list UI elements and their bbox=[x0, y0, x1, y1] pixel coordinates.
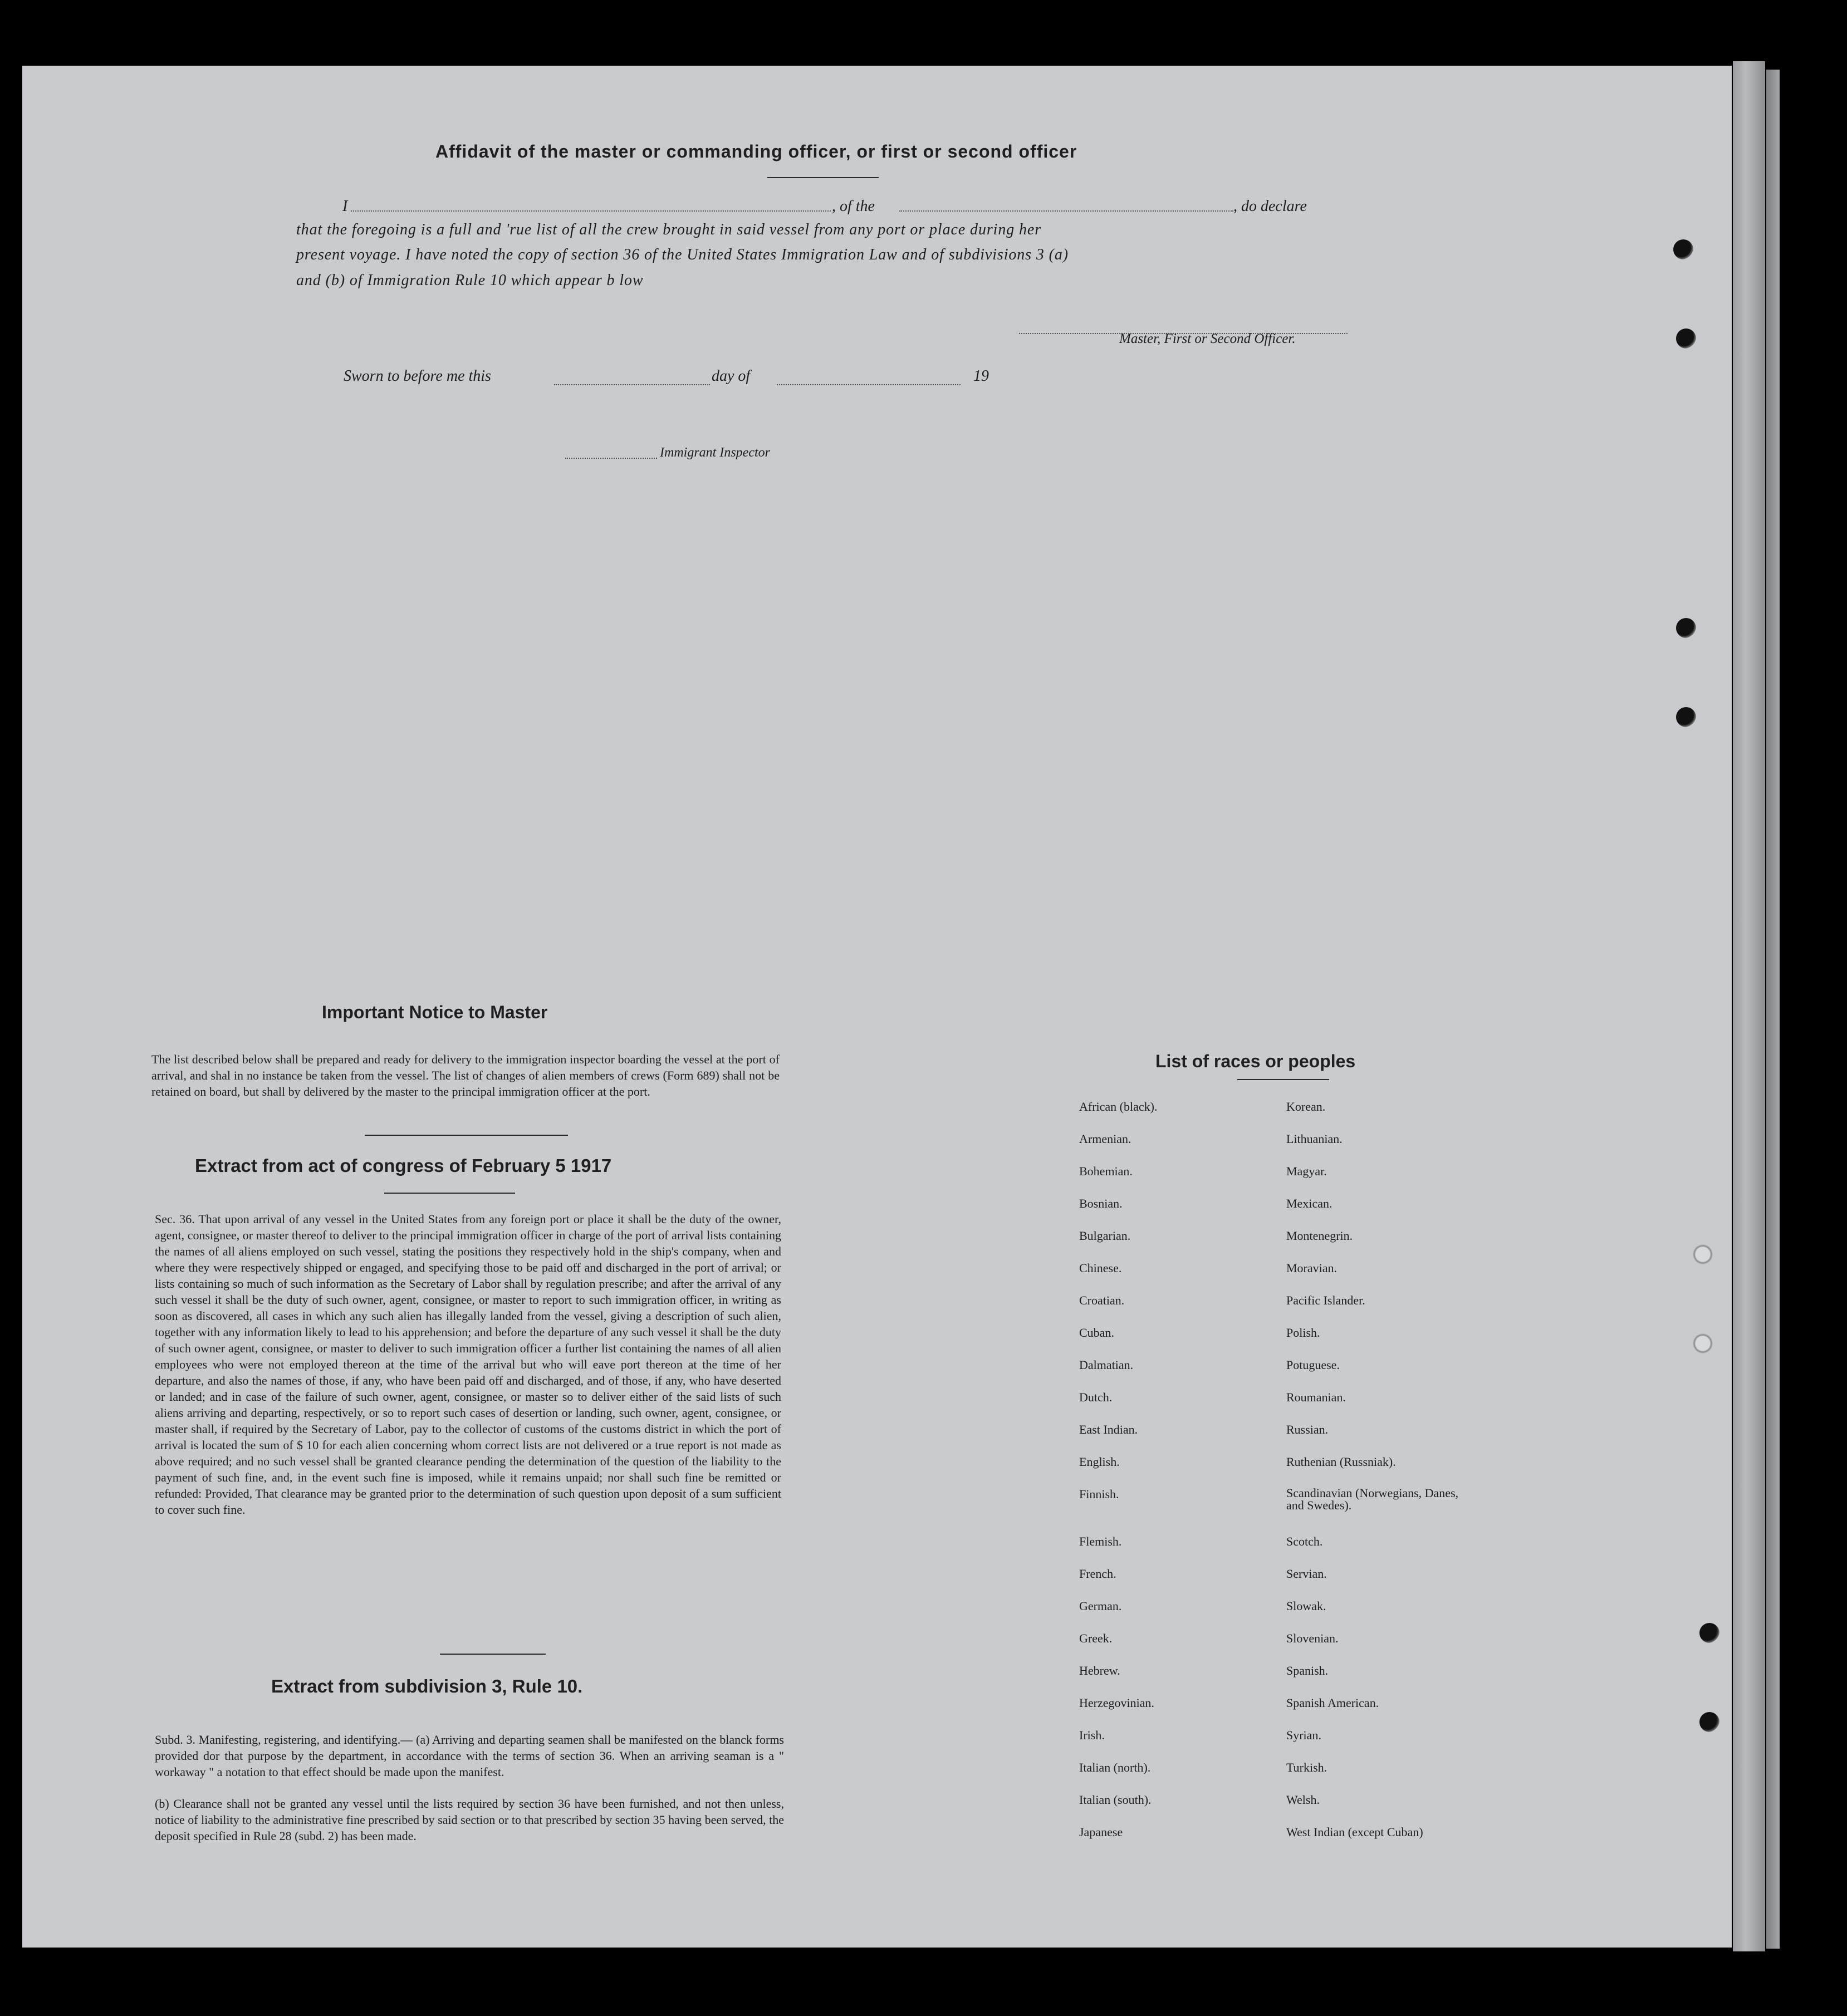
affidavit-declare: , do declare bbox=[1233, 198, 1307, 215]
inspector-blank bbox=[565, 458, 657, 459]
title-underline bbox=[767, 177, 879, 178]
extract-act-text: Sec. 36. That upon arrival of any vessel in the United States from any foreign port or place it shall be the duty of the owner, agent, consignee, or master thereof to deliver to the principal immigration officer in charge of the port of arrival lists containing the names of all aliens employed on such vessel, stating the positions they respectively hold in the ship's company, when and where they were respectively shipped or engaged, and specifying those to be paid off and discharged in the port of arrival; or lists containing so much of such information as the Secretary of Labor shall by regulation prescribe; and after the arrival of any such vessel it shall be the duty of such owner, agent, consignee, or master to report to such immigration officer, in writing as soon as discovered, all cases in which any such alien has illegally landed from the vessel, giving a description of such alien, together with any information likely to lead to his apprehension; and before the departure of any such vessel it shall be the duty of such owner agent, consignee, or master to deliver to such immigration officer a further list containing the names of all alien employees who were not employed thereon at the time of the arrival but who will eave port thereon at the time of her departure, and also the names of those, if any, who have been paid off and discharged, and of those, if any, who have deserted or landed; and in case of the failure of such owner, agent, consignee, or master so to deliver either of the said lists of such aliens arriving and departing, respectively, or so to report such cases of desertion or landing, such owner, agent, consignee, or master shall, if required by the Secretary of Labor, pay to the collector of customs of the customs district in which the port of arrival is located the sum of $ 10 for each alien concerning whom correct lists are not delivered or a true report is not made as above required; and no such vessel shall be granted clearance pending the determination of the question of the liability to the payment of such fine, and, in the event such fine is imposed, while it remains unpaid; nor shall such fine be remitted or refunded: Provided, That clearance may be granted prior to the determination of such question upon deposit of a sum sufficient to cover such fine. bbox=[155, 1212, 781, 1517]
race-item: English. bbox=[1079, 1455, 1120, 1469]
race-item: Irish. bbox=[1079, 1728, 1105, 1742]
race-item: Italian (north). bbox=[1079, 1760, 1151, 1774]
races-title: List of races or peoples bbox=[1155, 1051, 1356, 1071]
race-item: Slovenian. bbox=[1286, 1631, 1339, 1645]
race-item: Slowak. bbox=[1286, 1599, 1326, 1613]
race-item: Roumanian. bbox=[1286, 1390, 1346, 1404]
punch-hole-icon bbox=[1676, 328, 1696, 349]
inspector-label: Immigrant Inspector bbox=[660, 445, 770, 460]
race-item: Potuguese. bbox=[1286, 1358, 1340, 1372]
punch-hole-icon bbox=[1693, 1333, 1713, 1353]
notice-text: The list described below shall be prepared and ready for delivery to the immigration inspector boarding the vessel at the port of arrival, and shal in no instance be taken from the vessel. The list of changes of alien members of crews (Form 689) shall not be retained on board, but shall by delivered by the master to the principal immigration officer at the port. bbox=[151, 1052, 780, 1098]
race-item: Spanish American. bbox=[1286, 1696, 1379, 1710]
vessel-blank bbox=[899, 210, 1233, 212]
race-item: French. bbox=[1079, 1567, 1116, 1581]
race-item: Greek. bbox=[1079, 1631, 1113, 1645]
signature-label: Master, First or Second Officer. bbox=[1119, 331, 1296, 346]
race-item: Armenian. bbox=[1079, 1132, 1131, 1146]
race-item: East Indian. bbox=[1079, 1423, 1138, 1436]
race-item: Croatian. bbox=[1079, 1293, 1125, 1307]
punch-hole-icon bbox=[1699, 1623, 1719, 1643]
race-item: Bulgarian. bbox=[1079, 1229, 1131, 1243]
affidavit-title: Affidavit of the master or commanding officer, or first or second officer bbox=[435, 141, 1077, 161]
race-item: West Indian (except Cuban) bbox=[1286, 1825, 1423, 1839]
race-item: Bosnian. bbox=[1079, 1196, 1123, 1210]
punch-hole-icon bbox=[1673, 239, 1693, 259]
race-item: Magyar. bbox=[1286, 1164, 1327, 1178]
race-item: Spanish. bbox=[1286, 1664, 1329, 1677]
race-item: Chinese. bbox=[1079, 1261, 1122, 1275]
race-item: Syrian. bbox=[1286, 1728, 1321, 1742]
race-item: Russian. bbox=[1286, 1423, 1329, 1436]
races-underline bbox=[1237, 1079, 1329, 1080]
punch-hole-icon bbox=[1676, 618, 1696, 638]
race-item: African (black). bbox=[1079, 1100, 1158, 1114]
race-item: Polish. bbox=[1286, 1326, 1320, 1340]
race-item: Hebrew. bbox=[1079, 1664, 1120, 1677]
race-item: Cuban. bbox=[1079, 1326, 1114, 1340]
punch-hole-icon bbox=[1676, 707, 1696, 727]
notice-title: Important Notice to Master bbox=[322, 1002, 548, 1022]
notice-divider bbox=[365, 1135, 568, 1136]
sworn-day-of: day of bbox=[712, 367, 751, 385]
page-edge-back bbox=[1766, 70, 1780, 1949]
race-item: Welsh. bbox=[1286, 1793, 1320, 1807]
affidavit-i: I bbox=[342, 198, 348, 215]
race-item: Ruthenian (Russniak). bbox=[1286, 1455, 1396, 1469]
extract-act-divider bbox=[440, 1654, 546, 1655]
race-item: Pacific Islander. bbox=[1286, 1293, 1365, 1307]
sworn-year: 19 bbox=[973, 367, 989, 385]
punch-hole-icon bbox=[1699, 1712, 1719, 1732]
name-blank bbox=[351, 210, 831, 212]
extract-act-underline bbox=[384, 1193, 515, 1194]
race-item: Mexican. bbox=[1286, 1196, 1332, 1210]
sworn-text: Sworn to before me this bbox=[344, 367, 491, 385]
race-item: Lithuanian. bbox=[1286, 1132, 1343, 1146]
race-item: Scandinavian (Norwegians, Danes, and Swedes). bbox=[1286, 1486, 1459, 1512]
affidavit-line-3: present voyage. I have noted the copy of section 36 of the United States Immigration Law and of subdivisions 3 (a) bbox=[296, 246, 1069, 263]
day-blank bbox=[554, 384, 710, 385]
race-item: Montenegrin. bbox=[1286, 1229, 1353, 1243]
punch-hole-icon bbox=[1693, 1244, 1713, 1264]
affidavit-line-4: and (b) of Immigration Rule 10 which appear b low bbox=[296, 272, 644, 289]
affidavit-line-2: that the foregoing is a full and 'rue list of all the crew brought in said vessel from any port or place during her bbox=[296, 221, 1042, 238]
extract-rule-text-b: (b) Clearance shall not be granted any vessel until the lists required by section 36 have been furnished, and not then unless, notice of liability to the administrative fine prescribed by said section or to that prescribed by section 35 having been served, the deposit specified in Rule 28 (subd. 2) has been made. bbox=[155, 1797, 784, 1843]
race-item: Japanese bbox=[1079, 1825, 1123, 1839]
extract-rule-title: Extract from subdivision 3, Rule 10. bbox=[271, 1676, 583, 1696]
race-item: Finnish. bbox=[1079, 1487, 1119, 1501]
race-item: Dutch. bbox=[1079, 1390, 1113, 1404]
race-item: Korean. bbox=[1286, 1100, 1326, 1114]
month-blank bbox=[777, 384, 961, 385]
extract-rule-text-a: Subd. 3. Manifesting, registering, and identifying.— (a) Arriving and departing seamen shall be manifested on the blanck forms provided dor that purpose by the department, in accordance with the terms of section 36. When an arriving seaman is a " workaway " a notation to that effect should be made upon the manifest. bbox=[155, 1733, 784, 1779]
race-item: German. bbox=[1079, 1599, 1122, 1613]
page-edge bbox=[1733, 61, 1765, 1951]
race-item: Turkish. bbox=[1286, 1760, 1327, 1774]
race-item: Scotch. bbox=[1286, 1534, 1323, 1548]
extract-act-title: Extract from act of congress of February 5 1917 bbox=[195, 1155, 612, 1176]
race-item: Dalmatian. bbox=[1079, 1358, 1134, 1372]
race-item: Bohemian. bbox=[1079, 1164, 1133, 1178]
race-item: Flemish. bbox=[1079, 1534, 1122, 1548]
race-item: Herzegovinian. bbox=[1079, 1696, 1154, 1710]
race-item: Servian. bbox=[1286, 1567, 1327, 1581]
affidavit-of-the: , of the bbox=[832, 198, 875, 215]
race-item: Moravian. bbox=[1286, 1261, 1338, 1275]
race-item: Italian (south). bbox=[1079, 1793, 1152, 1807]
form-page bbox=[22, 66, 1732, 1948]
